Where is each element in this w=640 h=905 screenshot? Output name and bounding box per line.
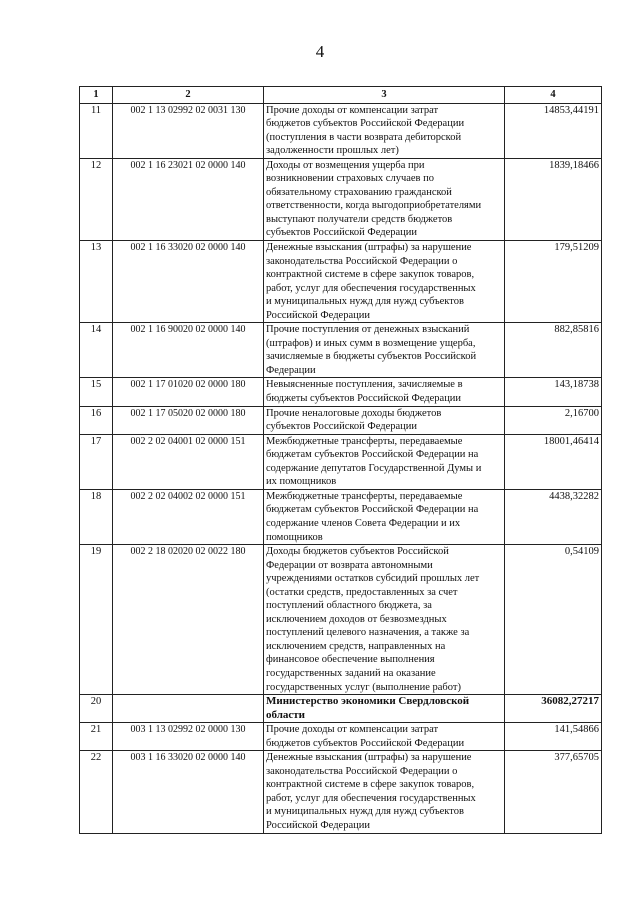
revenue-description bbox=[264, 723, 505, 751]
description-line: ответственности, когда выгодоприобретателями bbox=[266, 200, 482, 212]
description-line: субъектов Российской Федерации bbox=[266, 421, 418, 433]
description-line: выступают получатели средств бюджетов bbox=[266, 213, 453, 225]
table-row bbox=[80, 323, 602, 378]
description-line: и муниципальных нужд для нужд субъектов bbox=[266, 806, 464, 818]
row-number: 12 bbox=[80, 158, 113, 240]
description-line: работ, услуг для обеспечения государственных bbox=[266, 792, 476, 804]
table-row bbox=[80, 751, 602, 833]
amount-value: 36082,27217 bbox=[505, 695, 602, 723]
description-line: контрактной системе в сфере закупок товаров, bbox=[266, 269, 475, 281]
row-number: 16 bbox=[80, 406, 113, 434]
amount-value: 18001,46414 bbox=[505, 434, 602, 489]
budget-classification-code: 002 1 13 02992 02 0031 130 bbox=[113, 103, 264, 158]
budget-classification-code: 002 1 16 33020 02 0000 140 bbox=[113, 241, 264, 323]
description-line: государственных услуг (выполнение работ) bbox=[266, 681, 461, 693]
budget-classification-code: 002 2 18 02020 02 0022 180 bbox=[113, 545, 264, 695]
budget-classification-code: 002 1 17 05020 02 0000 180 bbox=[113, 406, 264, 434]
revenue-description bbox=[264, 158, 505, 240]
row-number: 20 bbox=[80, 695, 113, 723]
description-line: обязательному страхованию гражданской bbox=[266, 186, 452, 198]
row-number: 11 bbox=[80, 103, 113, 158]
description-line: бюджетам субъектов Российской Федерации на bbox=[266, 504, 479, 516]
table-row bbox=[80, 103, 602, 158]
description-line: Прочие доходы от компенсации затрат bbox=[266, 724, 439, 736]
description-line: Доходы от возмещения ущерба при bbox=[266, 159, 425, 171]
row-number: 21 bbox=[80, 723, 113, 751]
amount-value: 1839,18466 bbox=[505, 158, 602, 240]
description-line: их помощников bbox=[266, 476, 337, 488]
table-row bbox=[80, 434, 602, 489]
budget-classification-code: 003 1 13 02992 02 0000 130 bbox=[113, 723, 264, 751]
description-line: (поступления в части возврата дебиторской bbox=[266, 131, 462, 143]
description-line: (остатки средств, предоставленных за счет bbox=[266, 586, 458, 598]
description-line: субъектов Российской Федерации bbox=[266, 227, 418, 239]
description-line: Министерство экономики Свердловской bbox=[266, 695, 470, 708]
amount-value: 143,18738 bbox=[505, 378, 602, 406]
description-line: помощников bbox=[266, 531, 323, 543]
budget-classification-code bbox=[113, 695, 264, 723]
table-row bbox=[80, 406, 602, 434]
column-header-4: 4 bbox=[505, 87, 602, 104]
table-row bbox=[80, 158, 602, 240]
table-body bbox=[80, 103, 602, 833]
row-number: 18 bbox=[80, 489, 113, 544]
description-line: бюджеты субъектов Российской Федерации bbox=[266, 393, 462, 405]
row-number: 17 bbox=[80, 434, 113, 489]
description-line: содержание членов Совета Федерации и их bbox=[266, 517, 461, 529]
revenue-description bbox=[264, 323, 505, 378]
table-row bbox=[80, 723, 602, 751]
column-header-3: 3 bbox=[264, 87, 505, 104]
description-line: бюджетов субъектов Российской Федерации bbox=[266, 737, 465, 749]
budget-classification-code: 002 1 17 01020 02 0000 180 bbox=[113, 378, 264, 406]
column-header-2: 2 bbox=[113, 87, 264, 104]
description-line: зачисляемые в бюджеты субъектов Российской bbox=[266, 351, 477, 363]
page-number: 4 bbox=[315, 42, 325, 61]
description-line: содержание депутатов Государственной Думы и bbox=[266, 462, 482, 474]
amount-value: 2,16700 bbox=[505, 406, 602, 434]
budget-classification-code: 003 1 16 33020 02 0000 140 bbox=[113, 751, 264, 833]
description-line: возникновении страховых случаев по bbox=[266, 173, 435, 185]
amount-value: 14853,44191 bbox=[505, 103, 602, 158]
description-line: исключением доходов от безвозмездных bbox=[266, 613, 447, 625]
row-number: 15 bbox=[80, 378, 113, 406]
description-line: Денежные взыскания (штрафы) за нарушение bbox=[266, 242, 472, 254]
revenue-description bbox=[264, 751, 505, 833]
description-line: Межбюджетные трансферты, передаваемые bbox=[266, 490, 463, 502]
table-row bbox=[80, 695, 602, 723]
description-line: Российской Федерации bbox=[266, 309, 370, 321]
description-line: законодательства Российской Федерации о bbox=[266, 255, 458, 267]
revenue-table bbox=[79, 86, 602, 834]
revenue-description bbox=[264, 434, 505, 489]
amount-value: 4438,32282 bbox=[505, 489, 602, 544]
description-line: Прочие доходы от компенсации затрат bbox=[266, 104, 439, 116]
revenue-description bbox=[264, 378, 505, 406]
amount-value: 882,85816 bbox=[505, 323, 602, 378]
description-line: Доходы бюджетов субъектов Российской bbox=[266, 546, 449, 558]
amount-value: 0,54109 bbox=[505, 545, 602, 695]
amount-value: 377,65705 bbox=[505, 751, 602, 833]
description-line: законодательства Российской Федерации о bbox=[266, 765, 458, 777]
description-line: и муниципальных нужд для нужд субъектов bbox=[266, 296, 464, 308]
amount-value: 141,54866 bbox=[505, 723, 602, 751]
description-line: работ, услуг для обеспечения государственных bbox=[266, 282, 476, 294]
description-line: бюджетам субъектов Российской Федерации на bbox=[266, 449, 479, 461]
row-number: 22 bbox=[80, 751, 113, 833]
table-header-row bbox=[80, 87, 602, 104]
revenue-description bbox=[264, 406, 505, 434]
amount-value: 179,51209 bbox=[505, 241, 602, 323]
description-line: Прочие неналоговые доходы бюджетов bbox=[266, 407, 442, 419]
description-line: Межбюджетные трансферты, передаваемые bbox=[266, 435, 463, 447]
budget-classification-code: 002 1 16 90020 02 0000 140 bbox=[113, 323, 264, 378]
description-line: финансовое обеспечение выполнения bbox=[266, 654, 435, 666]
description-line: (штрафов) и иных сумм в возмещение ущерба, bbox=[266, 337, 476, 349]
revenue-description bbox=[264, 489, 505, 544]
revenue-description bbox=[264, 103, 505, 158]
row-number: 14 bbox=[80, 323, 113, 378]
description-line: бюджетов субъектов Российской Федерации bbox=[266, 118, 465, 130]
budget-classification-code: 002 2 02 04002 02 0000 151 bbox=[113, 489, 264, 544]
budget-classification-code: 002 2 02 04001 02 0000 151 bbox=[113, 434, 264, 489]
revenue-description bbox=[264, 545, 505, 695]
description-line: Невыясненные поступления, зачисляемые в bbox=[266, 379, 463, 391]
table-row bbox=[80, 545, 602, 695]
row-number: 13 bbox=[80, 241, 113, 323]
description-line: Денежные взыскания (штрафы) за нарушение bbox=[266, 752, 472, 764]
description-line: задолженности прошлых лет) bbox=[266, 145, 399, 157]
description-line: области bbox=[266, 708, 306, 721]
description-line: Федерации bbox=[266, 364, 316, 376]
description-line: Федерации от возврата автономными bbox=[266, 559, 433, 571]
description-line: поступлений целевого назначения, а также за bbox=[266, 627, 470, 639]
description-line: контрактной системе в сфере закупок товаров, bbox=[266, 779, 475, 791]
budget-classification-code: 002 1 16 23021 02 0000 140 bbox=[113, 158, 264, 240]
table-row bbox=[80, 378, 602, 406]
description-line: исключением средств, направленных на bbox=[266, 640, 446, 652]
revenue-description bbox=[264, 241, 505, 323]
description-line: государственных заданий на оказание bbox=[266, 667, 436, 679]
column-header-1: 1 bbox=[80, 87, 113, 104]
description-line: учреждениями остатков субсидий прошлых лет bbox=[266, 573, 480, 585]
revenue-description bbox=[264, 695, 505, 723]
description-line: поступлений областного бюджета, за bbox=[266, 600, 432, 612]
description-line: Прочие поступления от денежных взысканий bbox=[266, 324, 470, 336]
row-number: 19 bbox=[80, 545, 113, 695]
table-row bbox=[80, 241, 602, 323]
table-row bbox=[80, 489, 602, 544]
description-line: Российской Федерации bbox=[266, 819, 370, 831]
